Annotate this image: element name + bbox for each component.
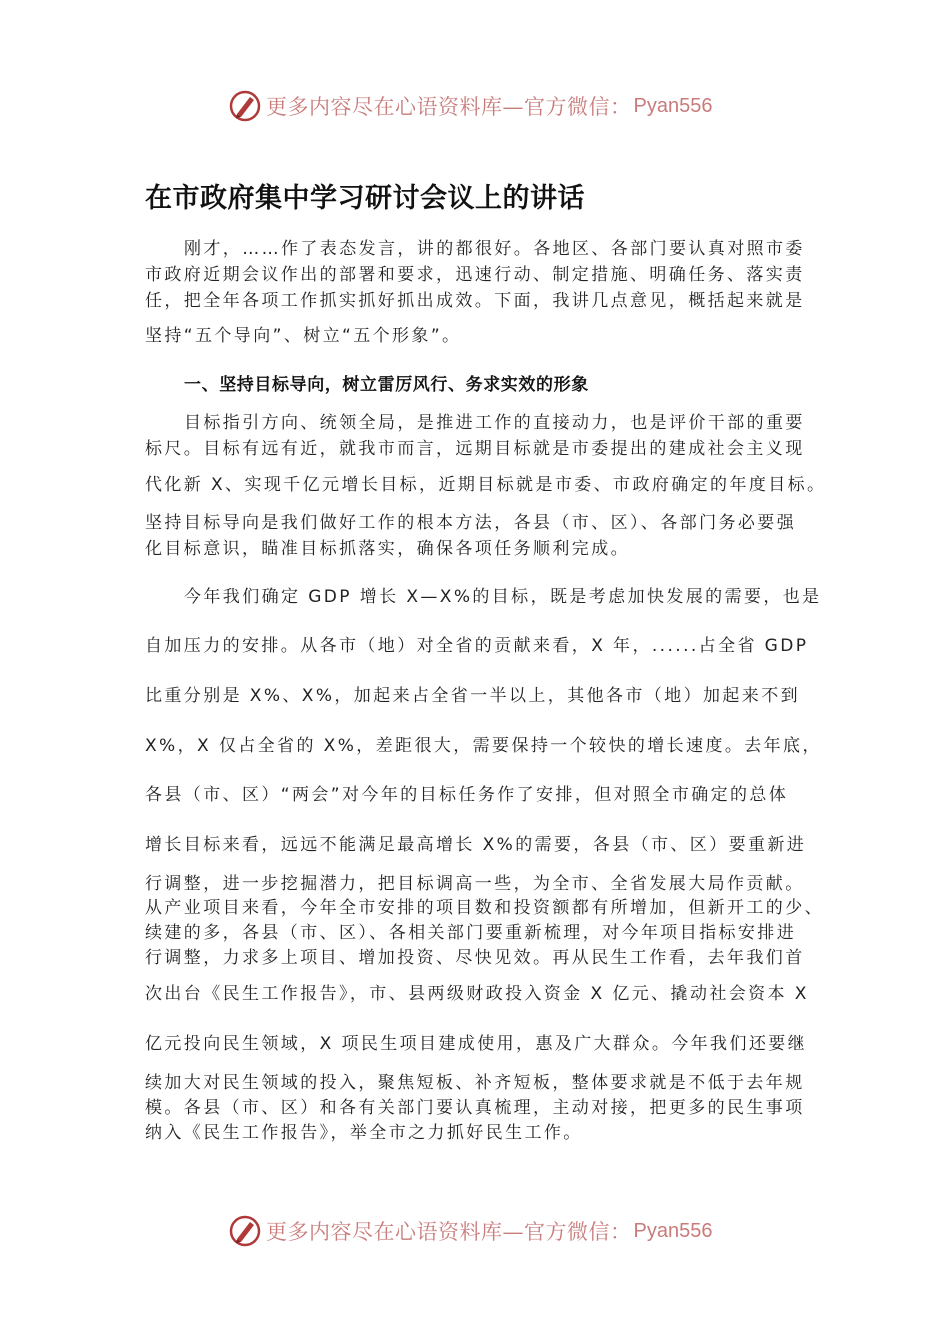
para1-line: 任，把全年各项工作抓实抓好抓出成效。下面，我讲几点意见，概括起来就是	[145, 291, 805, 311]
para3-line: 续加大对民生领域的投入，聚焦短板、补齐短板，整体要求就是不低于去年规	[145, 1073, 805, 1093]
para3-line: 模。各县（市、区）和各有关部门要认真梳理，主动对接，把更多的民生事项	[145, 1098, 805, 1118]
para3-line: 各县（市、区）“两会”对今年的目标任务作了安排，但对照全市确定的总体	[145, 785, 789, 805]
para2-line: 代化新 X、实现千亿元增长目标，近期目标就是市委、市政府确定的年度目标。	[145, 475, 827, 495]
para3-line: 比重分别是 X%、X%，加起来占全省一半以上，其他各市（地）加起来不到	[145, 686, 801, 706]
document-title: 在市政府集中学习研讨会议上的讲话	[145, 183, 585, 214]
para3-line: 次出台《民生工作报告》，市、县两级财政投入资金 X 亿元、撬动社会资本 X	[145, 984, 809, 1004]
para2-line: 化目标意识，瞄准目标抓落实，确保各项任务顺利完成。	[145, 539, 630, 559]
para1-line: 刚才，……作了表态发言，讲的都很好。各地区、各部门要认真对照市委	[184, 239, 805, 259]
footer-banner	[228, 1211, 712, 1251]
para2-line: 坚持目标导向是我们做好工作的根本方法，各县（市、区）、各部门务必要强	[145, 513, 797, 533]
header-banner	[228, 86, 712, 126]
para3-line: 行调整，力求多上项目、增加投资、尽快见效。再从民生工作看，去年我们首	[145, 948, 805, 968]
para3-line: X%，X 仅占全省的 X%，差距很大，需要保持一个较快的增长速度。去年底，	[145, 736, 822, 756]
para1-line: 市政府近期会议作出的部署和要求，迅速行动、制定措施、明确任务、落实责	[145, 265, 805, 285]
section-heading: 一、坚持目标导向，树立雷厉风行、务求实效的形象	[184, 375, 589, 395]
pen-logo-icon	[228, 1214, 262, 1248]
para3-line: 自加压力的安排。从各市（地）对全省的贡献来看，X 年，......占全省 GDP	[145, 636, 809, 656]
banner-account: Pyan556	[633, 94, 713, 117]
para2-line: 目标指引方向、统领全局，是推进工作的直接动力，也是评价干部的重要	[184, 413, 805, 433]
para3-line: 纳入《民生工作报告》，举全市之力抓好民生工作。	[145, 1123, 583, 1143]
para3-line: 增长目标来看，远远不能满足最高增长 X%的需要，各县（市、区）要重新进	[145, 835, 807, 855]
pen-logo-icon	[228, 89, 262, 123]
para3-line: 从产业项目来看，今年全市安排的项目数和投资额都有所增加，但新开工的少、	[145, 898, 824, 918]
para3-line: 今年我们确定 GDP 增长 X—X%的目标，既是考虑加快发展的需要，也是	[184, 587, 822, 607]
para3-line: 续建的多，各县（市、区）、各相关部门要重新梳理，对今年项目指标安排进	[145, 923, 797, 943]
para3-line: 亿元投向民生领域，X 项民生项目建成使用，惠及广大群众。今年我们还要继	[145, 1034, 808, 1054]
para1-line: 坚持“五个导向”、树立“五个形象”。	[145, 326, 462, 346]
para2-line: 标尺。目标有远有近，就我市而言，远期目标就是市委提出的建成社会主义现	[145, 439, 805, 459]
banner-text: 更多内容尽在心语资料库—官方微信：	[266, 95, 632, 119]
para3-line: 行调整，进一步挖掘潜力，把目标调高一些，为全市、全省发展大局作贡献。	[145, 874, 805, 894]
banner-account: Pyan556	[633, 1219, 713, 1242]
banner-text: 更多内容尽在心语资料库—官方微信：	[266, 1220, 632, 1244]
